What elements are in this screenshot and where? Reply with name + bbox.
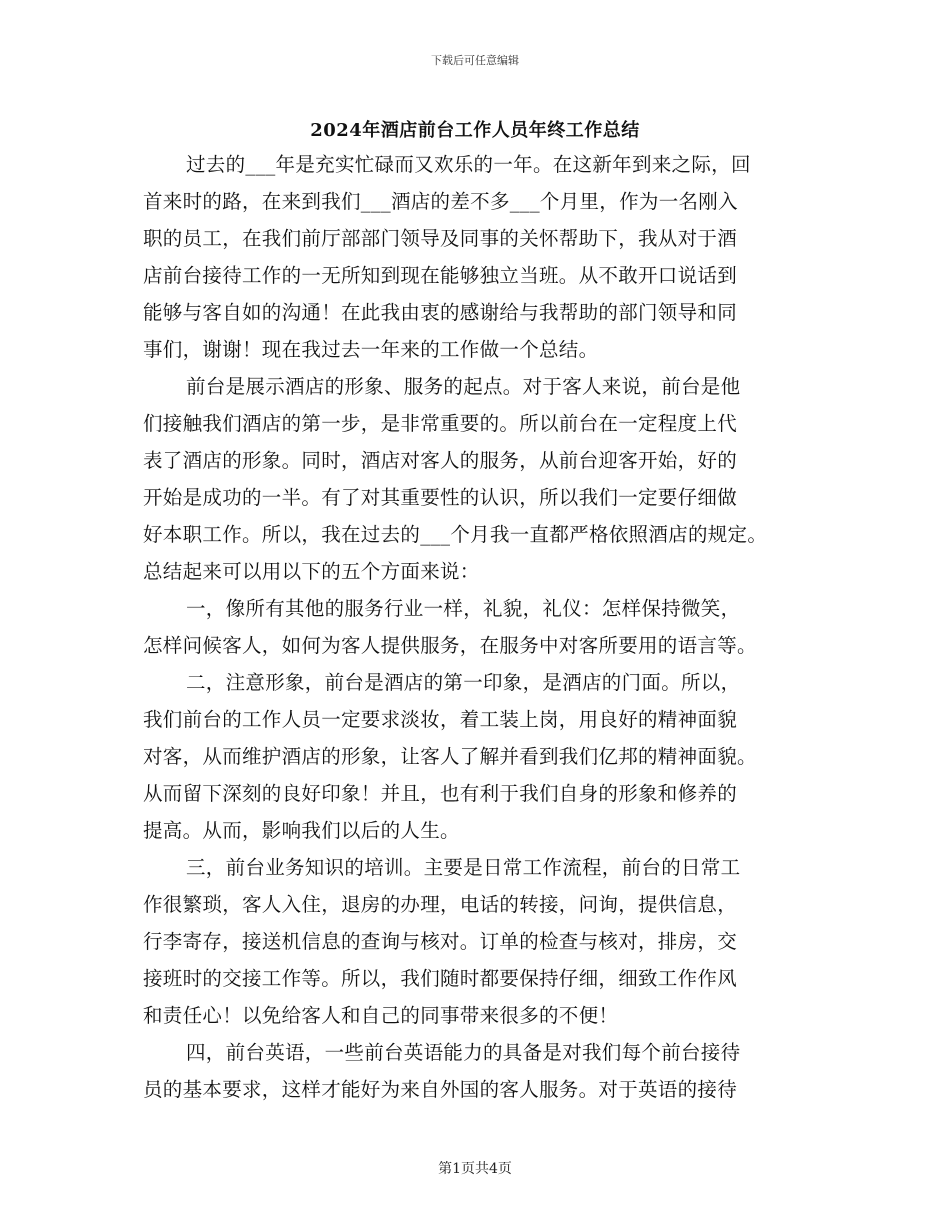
document-body [143, 146, 819, 1108]
page-number: 第1页共4页 [438, 1161, 512, 1177]
paragraph-line: 们接触我们酒店的第一步，是非常重要的。所以前台在一定程度上代 [143, 412, 738, 435]
paragraph-line: 职的员工，在我们前厅部部门领导及同事的关怀帮助下，我从对于酒 [143, 227, 738, 250]
paragraph-line: 一，像所有其他的服务行业一样，礼貌，礼仪：怎样保持微笑， [186, 597, 741, 620]
paragraph-line: 前台是展示酒店的形象、服务的起点。对于客人来说，前台是他 [186, 375, 741, 398]
document-title: 2024年酒店前台工作人员年终工作总结 [310, 120, 640, 141]
paragraph-line: 好本职工作。所以，我在过去的___个月我一直都严格依照酒店的规定。 [143, 523, 768, 546]
paragraph-line: 三，前台业务知识的培训。主要是日常工作流程，前台的日常工 [186, 856, 741, 879]
paragraph-line: 作很繁琐，客人入住，退房的办理，电话的转接，问询，提供信息， [143, 893, 738, 916]
paragraph-line: 怎样问候客人，如何为客人提供服务，在服务中对客所要用的语言等。 [143, 634, 757, 657]
paragraph-line: 员的基本要求，这样才能好为来自外国的客人服务。对于英语的接待 [143, 1078, 738, 1101]
paragraph-line: 开始是成功的一半。有了对其重要性的认识，所以我们一定要仔细做 [143, 486, 738, 509]
paragraph-line: 四，前台英语，一些前台英语能力的具备是对我们每个前台接待 [186, 1041, 741, 1064]
paragraph-line: 店前台接待工作的一无所知到现在能够独立当班。从不敢开口说话到 [143, 264, 738, 287]
paragraph-line: 总结起来可以用以下的五个方面来说： [143, 560, 480, 583]
paragraph-line: 我们前台的工作人员一定要求淡妆，着工装上岗，用良好的精神面貌 [143, 708, 738, 731]
paragraph-line: 过去的___年是充实忙碌而又欢乐的一年。在这新年到来之际，回 [186, 153, 751, 176]
paragraph-line: 行李寄存，接送机信息的查询与核对。订单的检查与核对，排房，交 [143, 930, 738, 953]
paragraph-line: 能够与客自如的沟通！在此我由衷的感谢给与我帮助的部门领导和同 [143, 301, 738, 324]
paragraph-line: 从而留下深刻的良好印象！并且，也有利于我们自身的形象和修养的 [143, 782, 738, 805]
paragraph-line: 对客，从而维护酒店的形象，让客人了解并看到我们亿邦的精神面貌。 [143, 745, 757, 768]
paragraph-line: 提高。从而，影响我们以后的人生。 [143, 819, 460, 842]
paragraph-line: 首来时的路，在来到我们___酒店的差不多___个月里，作为一名刚入 [143, 190, 738, 213]
paragraph-line: 二，注意形象，前台是酒店的第一印象，是酒店的门面。所以， [186, 671, 741, 694]
paragraph-line: 表了酒店的形象。同时，酒店对客人的服务，从前台迎客开始，好的 [143, 449, 738, 472]
page-header: 下载后可任意编辑 [431, 54, 519, 67]
paragraph-line: 事们，谢谢！现在我过去一年来的工作做一个总结。 [143, 338, 599, 361]
paragraph-line: 和责任心！以免给客人和自己的同事带来很多的不便！ [143, 1004, 619, 1027]
paragraph-line: 接班时的交接工作等。所以，我们随时都要保持仔细，细致工作作风 [143, 967, 738, 990]
